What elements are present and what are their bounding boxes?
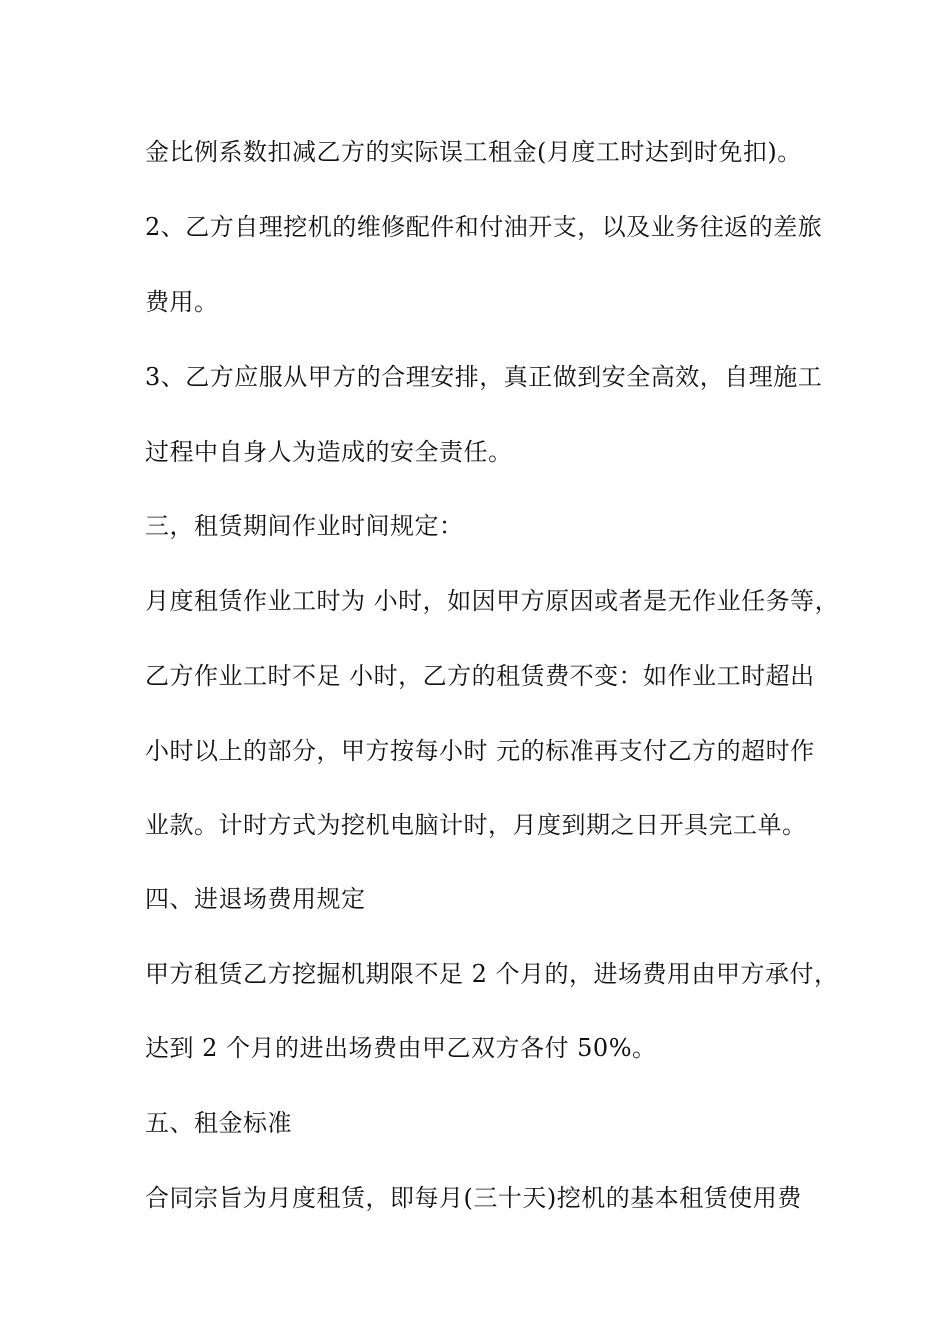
text-line: 达到 2 个月的进出场费由甲乙双方各付 50%。 [145, 1034, 657, 1062]
text-line: 金比例系数扣减乙方的实际误工租金(月度工时达到时免扣)。 [145, 138, 802, 166]
text-line: 月度租赁作业工时为 小时，如因甲方原因或者是无作业任务等， [145, 587, 840, 615]
text-line: 费用。 [145, 288, 219, 316]
text-line: 2、乙方自理挖机的维修配件和付油开支，以及业务往返的差旅 [145, 213, 823, 241]
text-line: 乙方作业工时不足 小时，乙方的租赁费不变：如作业工时超出 [145, 662, 815, 690]
text-line: 合同宗旨为月度租赁，即每月(三十天)挖机的基本租赁使用费 [145, 1184, 802, 1212]
section-heading: 五、租金标准 [145, 1109, 292, 1137]
text-line: 甲方租赁乙方挖掘机期限不足 2 个月的，进场费用由甲方承付， [145, 960, 839, 988]
text-line: 过程中自身人为造成的安全责任。 [145, 438, 513, 466]
section-heading: 三，租赁期间作业时间规定： [145, 512, 464, 540]
text-line: 3、乙方应服从甲方的合理安排，真正做到安全高效，自理施工 [145, 363, 823, 391]
text-line: 小时以上的部分，甲方按每小时 元的标准再支付乙方的超时作 [145, 737, 815, 765]
text-line: 业款。计时方式为挖机电脑计时，月度到期之日开具完工单。 [145, 811, 807, 839]
section-heading: 四、进退场费用规定 [145, 885, 366, 913]
